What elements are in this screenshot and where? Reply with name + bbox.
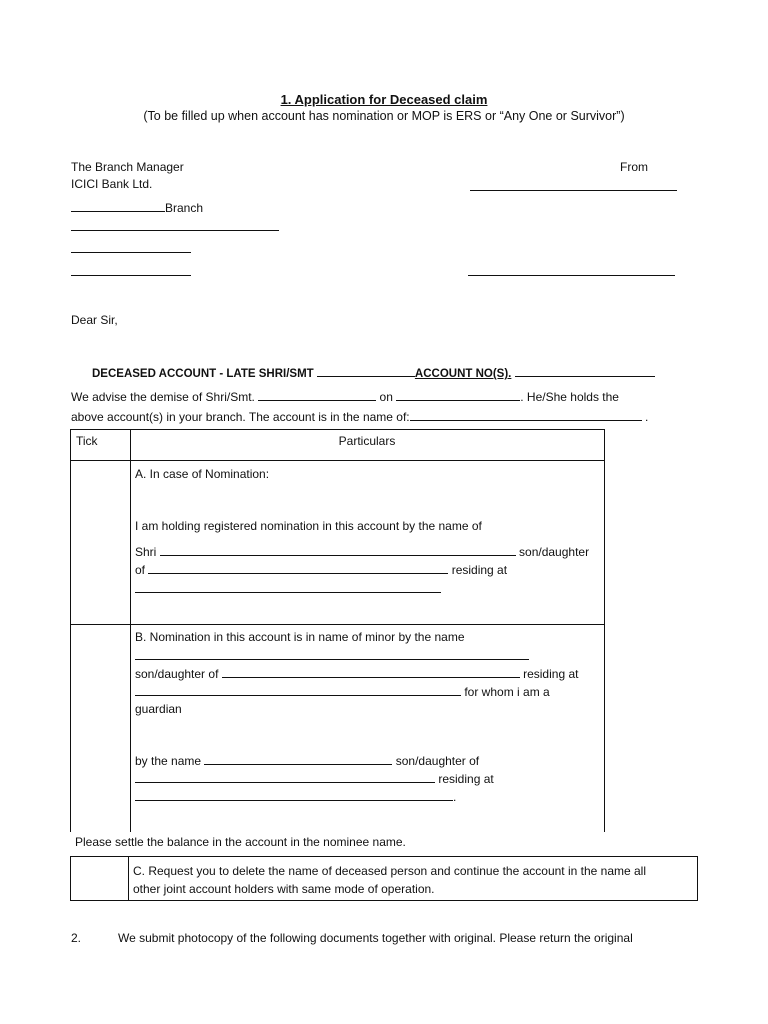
point-2-number: 2. <box>71 931 82 945</box>
date-of-demise-field[interactable] <box>396 389 520 401</box>
nominee-address-field[interactable] <box>135 592 441 593</box>
paragraph-line-2 <box>71 409 648 425</box>
section-c-line-1: C. Request you to delete the name of deceased person and continue the account in the name all <box>133 864 647 878</box>
section-c-line-2: other joint account holders with same mode of operation. <box>133 882 435 896</box>
paragraph-line-1 <box>71 389 619 405</box>
nominee-parent-field[interactable] <box>148 562 448 574</box>
address-blank-2[interactable] <box>71 252 191 253</box>
minor-address-field[interactable] <box>135 684 461 696</box>
on-label: on <box>379 390 393 404</box>
son-daughter-of-label: son/daughter of <box>135 667 219 681</box>
salutation: Dear Sir, <box>71 313 118 327</box>
deceased-name-blank[interactable] <box>317 365 415 377</box>
guardian-label: guardian <box>135 702 182 716</box>
table-right-border <box>604 429 605 832</box>
section-b-line-2 <box>135 666 578 682</box>
header-particulars: Particulars <box>338 434 396 448</box>
guardian-parent-field[interactable] <box>135 771 435 783</box>
table-left-border <box>70 429 71 832</box>
point-2-text: We submit photocopy of the following documents together with original. Please return the original <box>118 931 633 945</box>
subject-deceased-label: DECEASED ACCOUNT - LATE SHRI/SMT <box>92 368 314 380</box>
residing-at-label: residing at <box>451 563 508 577</box>
from-name-blank[interactable] <box>470 190 677 191</box>
demise-text: We advise the demise of Shri/Smt. <box>71 390 255 404</box>
header-tick: Tick <box>76 434 98 448</box>
period: . <box>644 410 649 424</box>
residing-at-label-b2: residing at <box>438 772 494 786</box>
section-a-line-1: I am holding registered nomination in this account by the name of <box>135 519 482 533</box>
subject-account-label: ACCOUNT NO(S). <box>414 368 512 380</box>
shri-label: Shri <box>135 545 157 559</box>
of-label: of <box>135 563 146 577</box>
addressee-line-2: ICICI Bank Ltd. <box>71 177 153 191</box>
from-label: From <box>620 160 648 174</box>
section-b-line-3 <box>135 684 550 700</box>
branch-line <box>71 200 203 216</box>
address-blank-3[interactable] <box>71 275 191 276</box>
period-b: . <box>453 790 457 804</box>
branch-label: Branch <box>165 201 204 215</box>
section-a-line-2 <box>135 544 589 560</box>
for-whom-label: for whom i am a <box>464 685 550 699</box>
tick-cell-a[interactable] <box>76 462 128 622</box>
nominee-name-field[interactable] <box>160 544 516 556</box>
subject-line <box>92 365 655 381</box>
from-address-blank[interactable] <box>468 275 675 276</box>
account-name-text: above account(s) in your branch. The account is in the name of: <box>71 410 410 424</box>
minor-name-field[interactable] <box>135 659 529 660</box>
table-row-a-border <box>70 624 605 625</box>
address-blank-1[interactable] <box>71 230 279 231</box>
son-daughter-of-label-2: son/daughter of <box>395 754 480 768</box>
document-title: 1. Application for Deceased claim <box>280 92 488 107</box>
section-a-line-3 <box>135 562 507 578</box>
document-subtitle: (To be filled up when account has nomination or MOP is ERS or “Any One or Survivor”) <box>143 109 625 123</box>
by-the-name-label: by the name <box>135 754 202 768</box>
table-header-border <box>70 460 605 461</box>
table-top-border <box>70 429 605 430</box>
deceased-name-field[interactable] <box>258 389 376 401</box>
guardian-address-field[interactable] <box>135 789 453 801</box>
branch-name-blank[interactable] <box>71 200 165 212</box>
table-column-divider <box>130 429 131 832</box>
guardian-name-field[interactable] <box>204 753 392 765</box>
minor-parent-field[interactable] <box>222 666 520 678</box>
account-holder-name-field[interactable] <box>410 409 642 421</box>
tick-cell-c[interactable] <box>72 858 126 899</box>
section-b-heading: B. Nomination in this account is in name of minor by the name <box>135 630 465 644</box>
tick-cell-b[interactable] <box>76 627 128 827</box>
section-b-line-7 <box>135 789 456 805</box>
addressee-line-1: The Branch Manager <box>71 160 184 174</box>
section-c-divider <box>128 856 129 901</box>
son-daughter-label: son/daughter <box>519 545 590 559</box>
section-a-heading: A. In case of Nomination: <box>135 467 270 481</box>
section-b-line-5 <box>135 753 479 769</box>
section-b-line-6 <box>135 771 494 787</box>
account-number-blank[interactable] <box>515 365 655 377</box>
settle-note: Please settle the balance in the account in the nominee name. <box>75 835 406 849</box>
residing-at-label-b: residing at <box>523 667 579 681</box>
holds-text: . He/She holds the <box>520 390 619 404</box>
